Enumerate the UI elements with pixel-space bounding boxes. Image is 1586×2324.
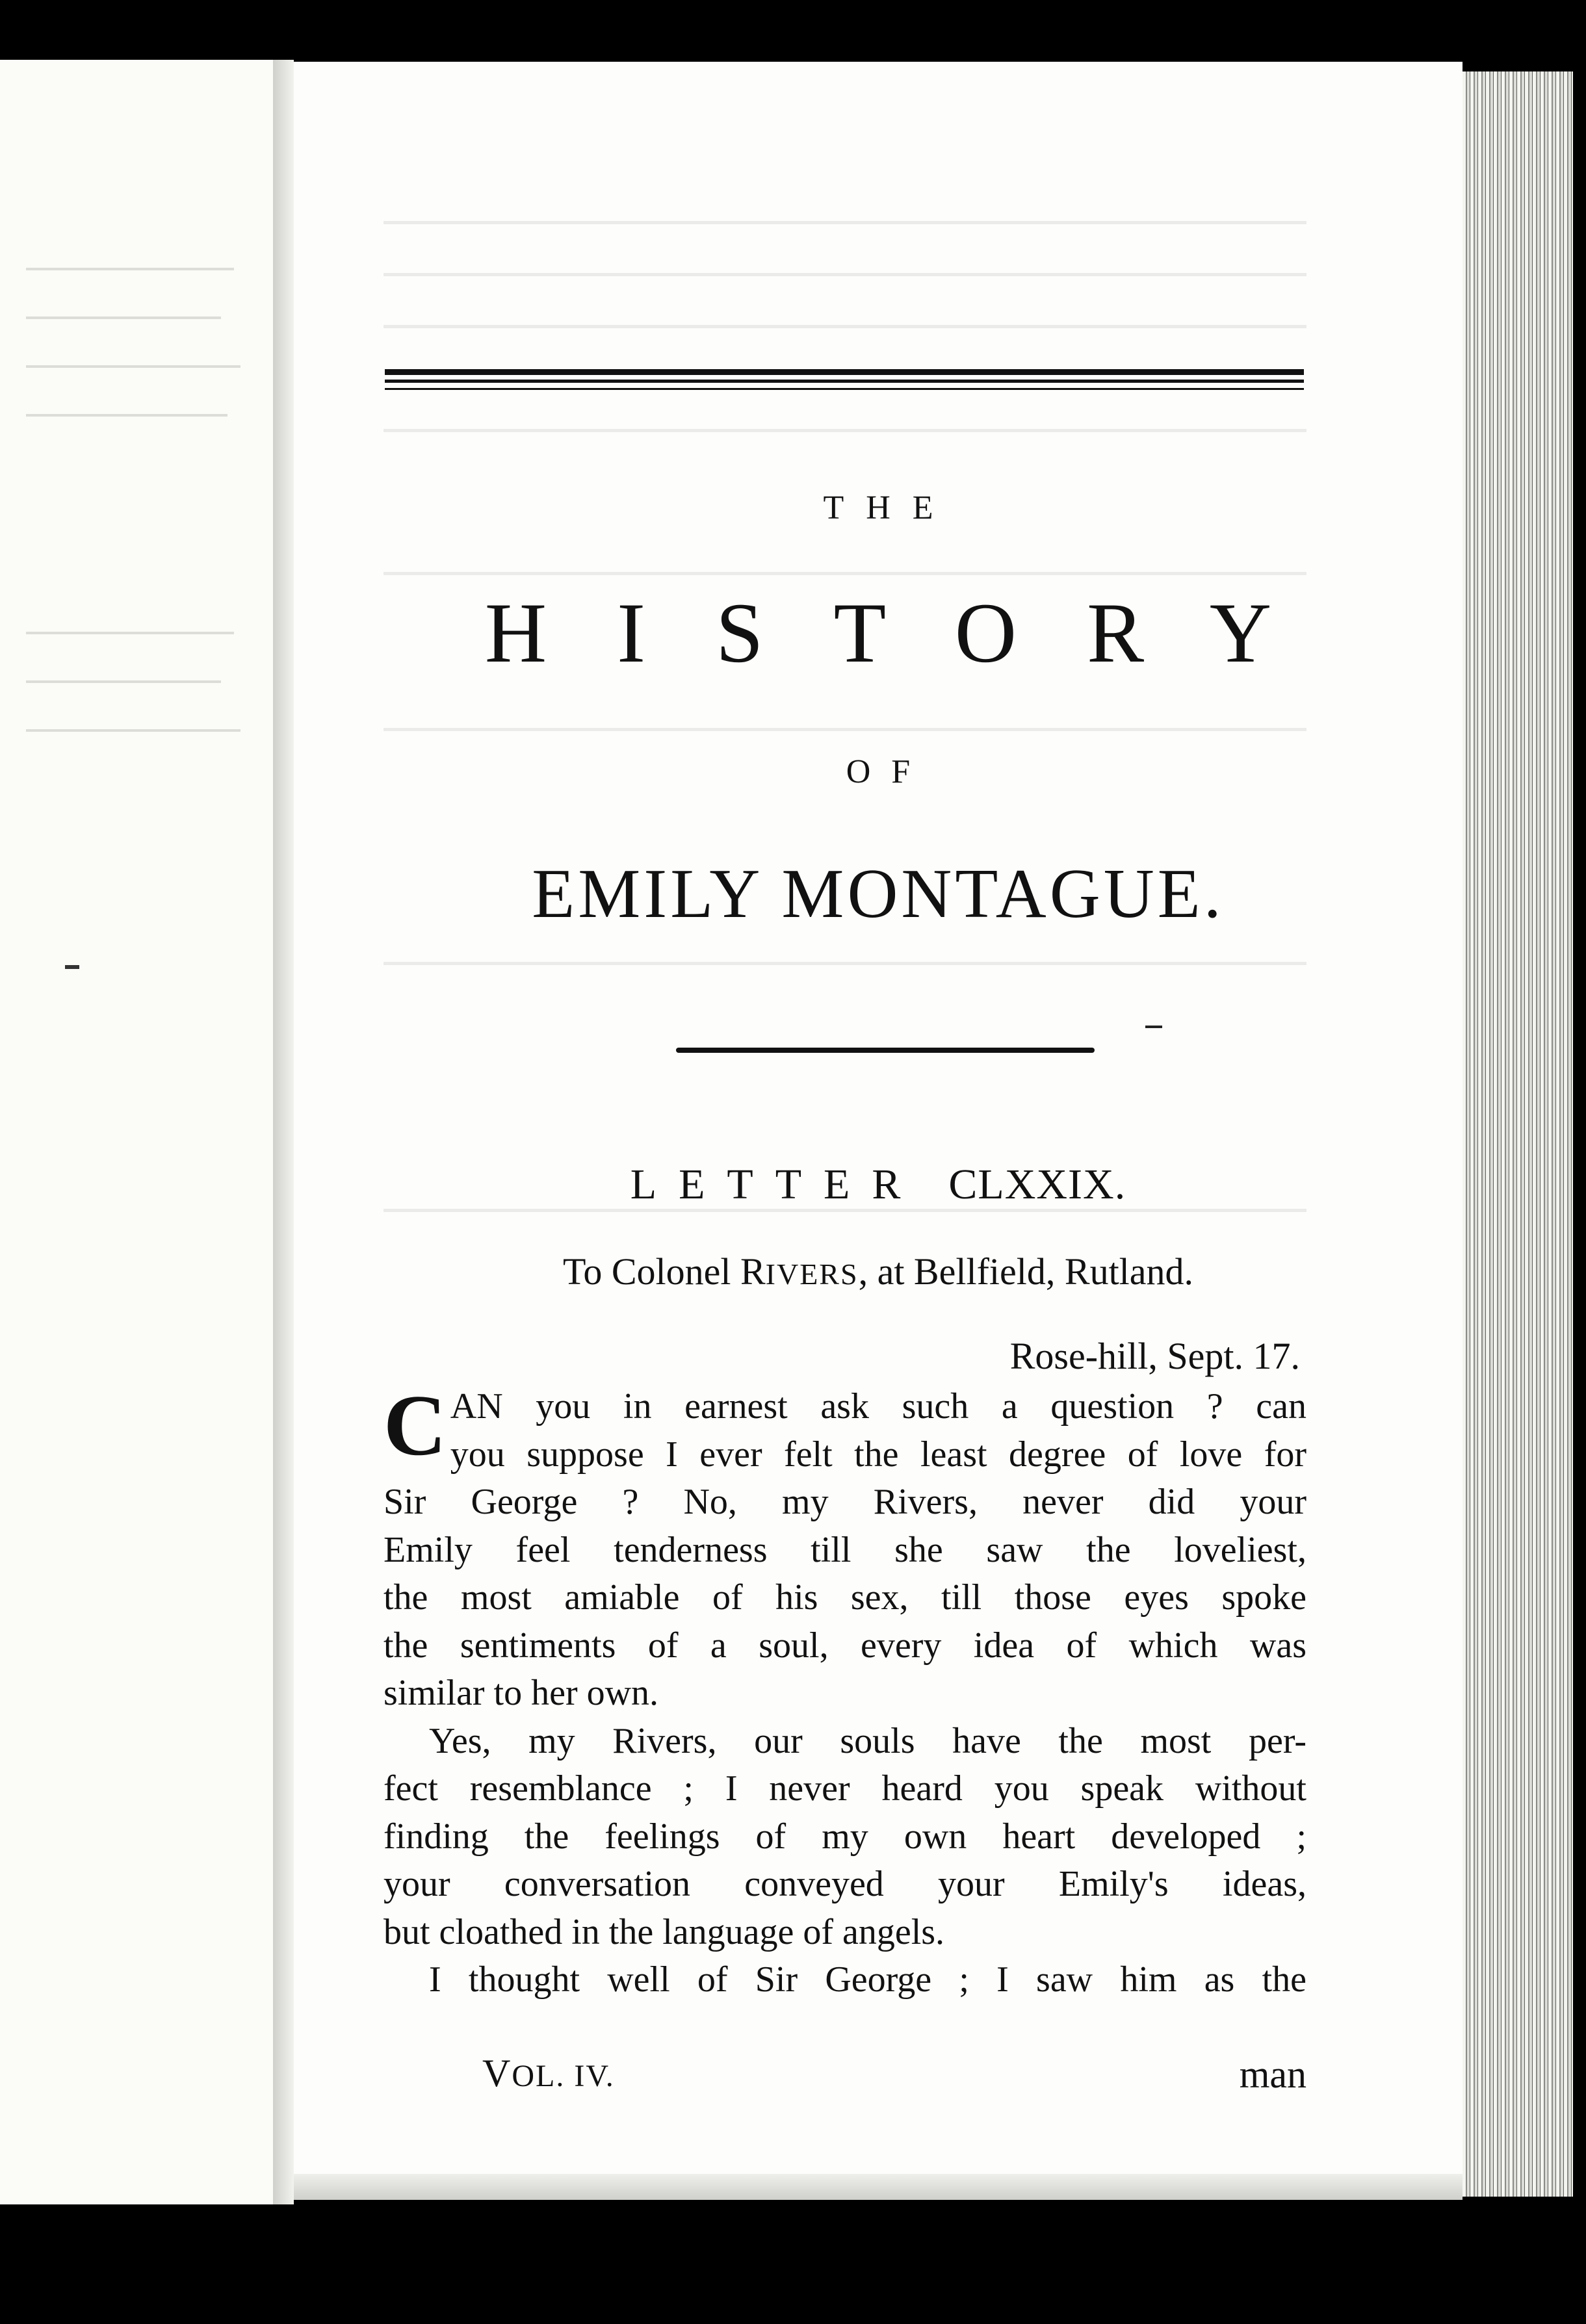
body-line: finding the feelings of my own heart developed ; bbox=[384, 1816, 1306, 1857]
body-line: Emily feel tenderness till she saw the loveliest, bbox=[384, 1529, 1306, 1570]
letter-body bbox=[384, 1377, 1306, 2004]
body-line: fect resemblance ; I never heard you speak without bbox=[384, 1768, 1306, 1809]
show-through-line bbox=[384, 728, 1306, 731]
show-through-line bbox=[384, 429, 1306, 432]
drop-cap: C bbox=[384, 1377, 447, 1473]
header-rule-thin bbox=[385, 380, 1304, 383]
body-line: your conversation conveyed your Emily's ideas, bbox=[384, 1864, 1306, 1904]
page-edges bbox=[1462, 71, 1573, 2197]
body-line: the sentiments of a soul, every idea of which was bbox=[384, 1625, 1306, 1666]
show-through-line bbox=[26, 680, 221, 683]
letter-dateline: Rose-hill, Sept. 17. bbox=[1009, 1335, 1300, 1377]
body-line: you suppose I ever felt the least degree of love for bbox=[450, 1434, 1306, 1475]
show-through-line bbox=[384, 1209, 1306, 1212]
show-through-line bbox=[384, 325, 1306, 328]
body-line: similar to her own. bbox=[384, 1673, 659, 1713]
body-line: the most amiable of his sex, till those eyes spoke bbox=[384, 1577, 1306, 1618]
book-gutter bbox=[273, 60, 294, 2204]
header-rule-hairline bbox=[385, 388, 1304, 390]
title-emily-montague: EMILY MONTAGUE. bbox=[532, 855, 1225, 933]
title-of: OF bbox=[846, 753, 931, 790]
body-line: Yes, my Rivers, our souls have the most per- bbox=[429, 1720, 1306, 1761]
show-through-line bbox=[26, 632, 234, 634]
body-line: Sir George ? No, my Rivers, never did your bbox=[384, 1482, 1306, 1522]
catchword: man bbox=[1239, 2053, 1306, 2096]
show-through-line bbox=[26, 729, 240, 732]
address-name-initial: R bbox=[740, 1250, 766, 1293]
page-bottom-shadow bbox=[294, 2174, 1462, 2200]
letter-heading bbox=[294, 1163, 1462, 1206]
body-line: I thought well of Sir George ; I saw him as the bbox=[429, 1959, 1306, 2000]
letter-number: CLXXIX. bbox=[948, 1161, 1126, 1208]
volume-signature bbox=[482, 2054, 615, 2093]
show-through-line bbox=[384, 221, 1306, 224]
show-through-line bbox=[26, 365, 240, 368]
volume-rest: OL. IV. bbox=[512, 2059, 615, 2093]
title-the: THE bbox=[823, 489, 956, 526]
address-prefix: To Colonel bbox=[562, 1250, 740, 1293]
letter-word: LETTER bbox=[630, 1161, 923, 1208]
show-through-line bbox=[26, 316, 221, 319]
header-rule-thick bbox=[385, 369, 1304, 375]
volume-initial: V bbox=[482, 2052, 512, 2095]
show-through-line bbox=[384, 273, 1306, 276]
show-through-line bbox=[384, 572, 1306, 575]
facing-page bbox=[0, 60, 275, 2204]
body-line: AN you in earnest ask such a question ? can bbox=[450, 1386, 1306, 1427]
title-history: HISTORY bbox=[484, 585, 1342, 680]
small-ornament bbox=[1145, 1026, 1162, 1028]
show-through-line bbox=[26, 268, 234, 270]
letter-address bbox=[294, 1250, 1462, 1293]
facing-page-mark bbox=[65, 965, 79, 969]
address-suffix: , at Bellfield, Rutland. bbox=[858, 1250, 1194, 1293]
body-line: but cloathed in the language of angels. bbox=[384, 1911, 945, 1952]
divider-rule bbox=[676, 1048, 1095, 1053]
show-through-line bbox=[384, 962, 1306, 965]
show-through-line bbox=[26, 414, 228, 417]
address-name-rest: IVERS bbox=[765, 1258, 859, 1291]
